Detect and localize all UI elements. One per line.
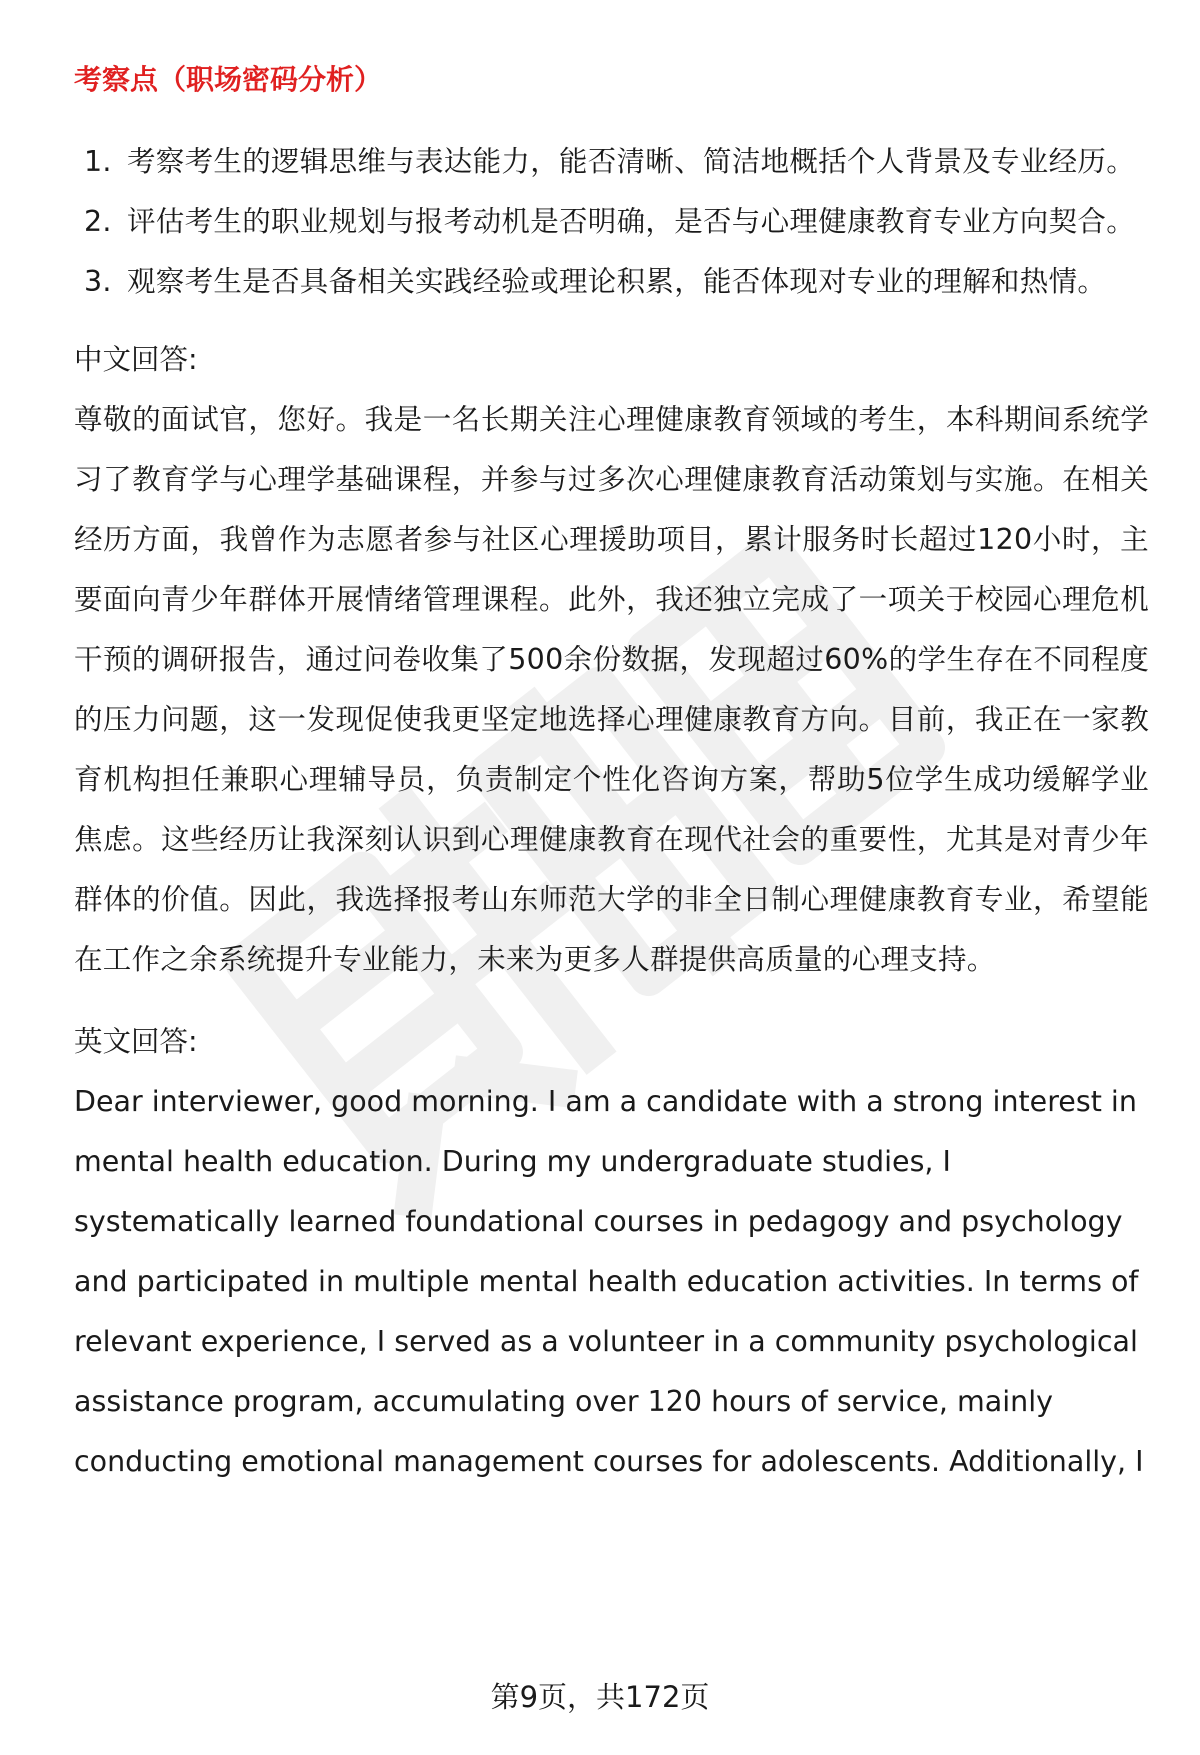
list-item-number: 1. (84, 145, 112, 178)
chinese-answer-text: 尊敬的面试官，您好。我是一名长期关注心理健康教育领域的考生，本科期间系统学习了教育学与心理学基础课程，并参与过多次心理健康教育活动策划与实施。在相关经历方面，我曾作为志愿者参与社区心理援助项目，累计服务时长超过120小时，主要面向青少年群体开展情绪管理课程。此外，我还独立完成了一项关于校园心理危机干预的调研报告，通过问卷收集了500余份数据，发现超过60%的学生存在不同程度的压力问题，这一发现促使我更坚定地选择心理健康教育方向。目前，我正在一家教育机构担任兼职心理辅导员，负责制定个性化咨询方案，帮助5位学生成功缓解学业焦虑。这些经历让我深刻认识到心理健康教育在现代社会的重要性，尤其是对青少年群体的价值。因此，我选择报考山东师范大学的非全日制心理健康教育专业，希望能在工作之余系统提升专业能力，未来为更多人群提供高质量的心理支持。 (74, 403, 1149, 976)
english-answer-label: 英文回答: (74, 1025, 198, 1058)
chinese-answer-label: 中文回答: (74, 343, 198, 376)
list-item-number: 2. (84, 205, 112, 238)
section-heading: 考察点（职场密码分析） (74, 63, 383, 96)
list-item (74, 132, 1149, 192)
document-page (74, 56, 1149, 1492)
list-item (74, 192, 1149, 252)
list-item-text: 观察考生是否具备相关实践经验或理论积累，能否体现对专业的理解和热情。 (127, 265, 1107, 298)
english-answer-text: Dear interviewer, good morning. I am a candidate with a strong interest in mental health education. During my undergraduate studies, I systematically learned foundational courses in pedagogy and psychology and participated in multiple mental health education activities. In terms of relevant experience, I served as a volunteer in a community psychological assistance program, accumulating over 120 hours of service, mainly conducting emotional management courses for adolescents. Additionally, I (74, 1085, 1144, 1478)
assessment-points-list (74, 132, 1149, 312)
list-item-text: 评估考生的职业规划与报考动机是否明确，是否与心理健康教育专业方向契合。 (127, 205, 1136, 238)
page-number-footer: 第9页，共172页 (490, 1680, 710, 1714)
list-item (74, 252, 1149, 312)
list-item-number: 3. (84, 265, 112, 298)
list-item-text: 考察考生的逻辑思维与表达能力，能否清晰、简洁地概括个人背景及专业经历。 (127, 145, 1136, 178)
